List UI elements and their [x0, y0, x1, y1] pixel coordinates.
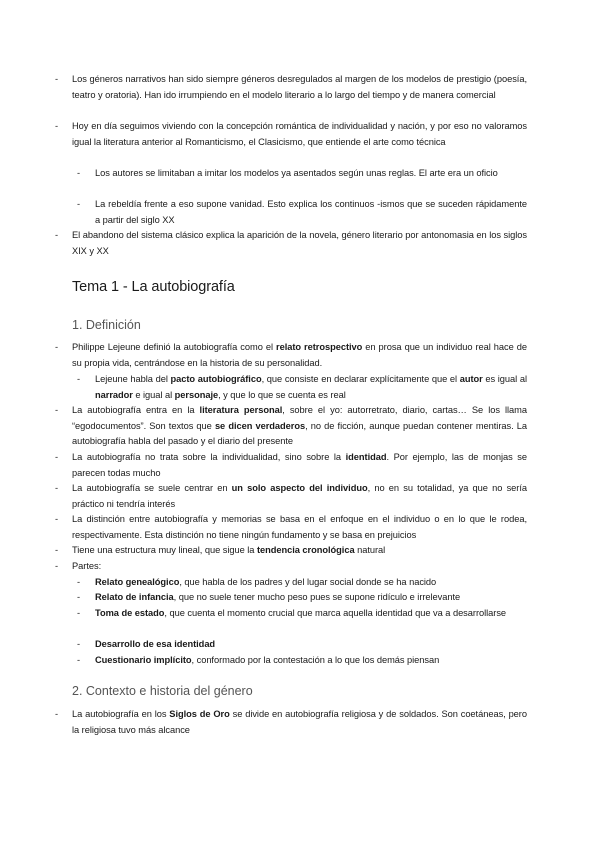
bullet-dash: - — [55, 545, 59, 555]
parte-item: Relato genealógico, que habla de los padres y del lugar social donde se ha nacido — [95, 577, 437, 587]
sub-bullet-dash: - — [77, 168, 81, 178]
definicion-subitem-pacto: Lejeune habla del pacto autobiográfico, que consiste en declarar explícitamente que el autor es igual al narrador e igual al personaje, y que lo que se cuenta es real — [95, 374, 527, 400]
bullet-dash: - — [55, 709, 59, 719]
intro-subitem-2: La rebeldía frente a eso supone vanidad. Esto explica los continuos -ismos que se suceden rápidamente a partir del siglo XX — [95, 199, 527, 225]
section-heading-definicion: 1. Definición — [72, 318, 141, 332]
sub-bullet-dash: - — [77, 608, 81, 618]
definicion-item-1: Philippe Lejeune definió la autobiografía como el relato retrospectivo en prosa que un individuo real hace de su propia vida, centrándose en la historia de su personalidad. — [72, 342, 527, 368]
intro-item-3: El abandono del sistema clásico explica la aparición de la novela, género literario por antonomasia en los siglos XIX y XX — [72, 230, 527, 256]
bullet-dash: - — [55, 514, 59, 524]
bullet-dash: - — [55, 483, 59, 493]
bullet-dash: - — [55, 230, 59, 240]
bullet-dash: - — [55, 74, 59, 84]
sub-bullet-dash: - — [77, 655, 81, 665]
parte-item: Toma de estado, que cuenta el momento crucial que marca aquella identidad que va a desarrollarse — [95, 608, 507, 618]
bullet-dash: - — [55, 405, 59, 415]
definicion-item-5: La distinción entre autobiografía y memorias se basa en el enfoque en el individuo o en lo que le rodea, respectivamente. Esta distinción no tiene ningún fundamento y se basa en prejuicios — [72, 514, 527, 540]
sub-bullet-dash: - — [77, 199, 81, 209]
sub-bullet-dash: - — [77, 577, 81, 587]
parte-item: Cuestionario implícito, conformado por la contestación a lo que los demás piensan — [95, 655, 440, 665]
bullet-dash: - — [55, 121, 59, 131]
contexto-item-1: La autobiografía en los Siglos de Oro se divide en autobiografía religiosa y de soldados. Son coetáneas, pero la religiosa tuvo más alcance — [72, 709, 527, 735]
parte-item: Relato de infancia, que no suele tener mucho peso pues se supone ridículo e irrelevante — [95, 592, 461, 602]
definicion-item-4: La autobiografía se suele centrar en un solo aspecto del individuo, no en su totalidad, ya que no sería práctico ni tendría interés — [72, 483, 527, 509]
bullet-dash: - — [55, 452, 59, 462]
intro-subitem-1: Los autores se limitaban a imitar los modelos ya asentados según unas reglas. El arte era un oficio — [95, 168, 498, 178]
intro-item-1: Los géneros narrativos han sido siempre géneros desregulados al margen de los modelos de prestigio (poesía, teatro y oratoria). Han ido irrumpiendo en el modelo literario a lo largo del tiempo y de manera comercial — [72, 74, 527, 100]
tema-title: Tema 1 - La autobiografía — [72, 279, 235, 295]
sub-bullet-dash: - — [77, 639, 81, 649]
sub-bullet-dash: - — [77, 592, 81, 602]
intro-item-2: Hoy en día seguimos viviendo con la concepción romántica de individualidad y nación, y por eso no valoramos igual la literatura anterior al Romanticismo, el Clasicismo, que entiende el arte como técnica — [72, 121, 527, 147]
definicion-item-3: La autobiografía no trata sobre la individualidad, sino sobre la identidad. Por ejemplo, las de monjas se parecen todas mucho — [72, 452, 527, 478]
sub-bullet-dash: - — [77, 374, 81, 384]
parte-item: Desarrollo de esa identidad — [95, 639, 216, 649]
definicion-item-6: Tiene una estructura muy lineal, que sigue la tendencia cronológica natural — [72, 545, 386, 555]
section-heading-contexto: 2. Contexto e historia del género — [72, 684, 253, 698]
definicion-item-2: La autobiografía entra en la literatura personal, sobre el yo: autorretrato, diario, cartas… Se los llama “egodocumentos”. Son textos que se dicen verdaderos, no de ficción, aunque puedan contener mentiras. La autobiografía habla del pasado y el diario del presente — [72, 405, 527, 447]
bullet-dash: - — [55, 342, 59, 352]
bullet-dash: - — [55, 561, 59, 571]
partes-label: Partes: — [72, 561, 102, 571]
